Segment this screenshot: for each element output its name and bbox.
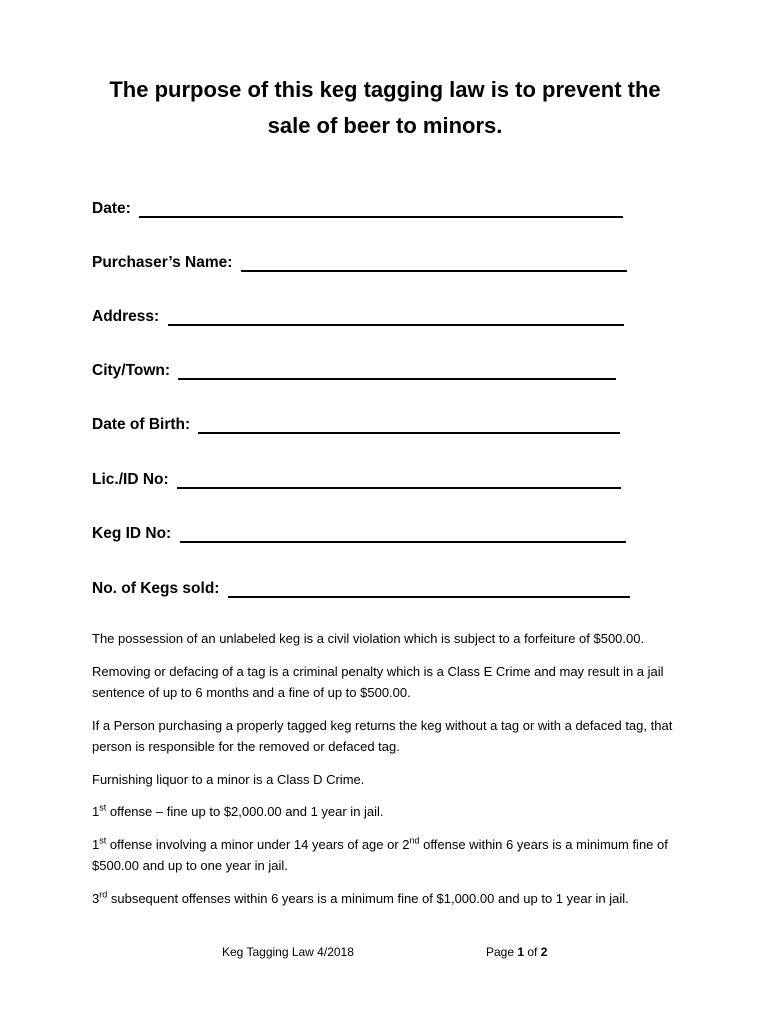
city-town-line[interactable]: [178, 362, 616, 380]
paragraph-minor-under-14: 1st offense involving a minor under 14 years of age or 2nd offense within 6 years is a minimum fine of $500.00 and up to one year in jail.: [92, 835, 668, 873]
date-of-birth-line[interactable]: [198, 416, 620, 434]
paragraph-first-offense: 1st offense – fine up to $2,000.00 and 1 year in jail.: [92, 802, 384, 819]
city-town-label: City/Town:: [92, 362, 175, 379]
city-town-field[interactable]: [92, 358, 616, 380]
keg-id-line[interactable]: [180, 525, 626, 543]
date-of-birth-label: Date of Birth:: [92, 416, 195, 433]
title-line-1: The purpose of this keg tagging law is to prevent the: [109, 77, 661, 102]
kegs-sold-field[interactable]: [92, 576, 630, 598]
license-id-line[interactable]: [177, 471, 621, 489]
paragraph-subsequent-offenses: 3rd subsequent offenses within 6 years is a minimum fine of $1,000.00 and up to 1 year in jail.: [92, 889, 629, 906]
page-title: [60, 72, 710, 144]
license-id-field[interactable]: [92, 467, 621, 489]
date-line[interactable]: [139, 200, 623, 218]
kegs-sold-label: No. of Kegs sold:: [92, 580, 224, 597]
license-id-label: Lic./ID No:: [92, 471, 173, 488]
address-line[interactable]: [168, 308, 624, 326]
address-field[interactable]: [92, 304, 624, 326]
keg-id-field[interactable]: [92, 521, 626, 543]
title-line-2: sale of beer to minors.: [267, 113, 503, 138]
paragraph-class-d-crime: Furnishing liquor to a minor is a Class D Crime.: [92, 772, 365, 787]
date-field[interactable]: [92, 196, 623, 218]
purchaser-name-line[interactable]: [241, 254, 627, 272]
date-label: Date:: [92, 200, 136, 217]
keg-id-label: Keg ID No:: [92, 525, 176, 542]
address-label: Address:: [92, 308, 164, 325]
footer-document-name: Keg Tagging Law 4/2018: [222, 945, 354, 959]
paragraph-removing-tag: Removing or defacing of a tag is a criminal penalty which is a Class E Crime and may result in a jail sentence of up to 6 months and a fine of up to $500.00.: [92, 664, 664, 700]
date-of-birth-field[interactable]: [92, 412, 620, 434]
purchaser-name-label: Purchaser’s Name:: [92, 254, 237, 271]
kegs-sold-line[interactable]: [228, 580, 630, 598]
paragraph-returns-keg: If a Person purchasing a properly tagged keg returns the keg without a tag or with a defaced tag, that person is responsible for the removed or defaced tag.: [92, 718, 673, 754]
paragraph-unlabeled-keg: The possession of an unlabeled keg is a civil violation which is subject to a forfeiture of $500.00.: [92, 631, 645, 646]
purchaser-name-field[interactable]: [92, 250, 627, 272]
footer-page-number: Page 1 of 2: [486, 945, 548, 959]
